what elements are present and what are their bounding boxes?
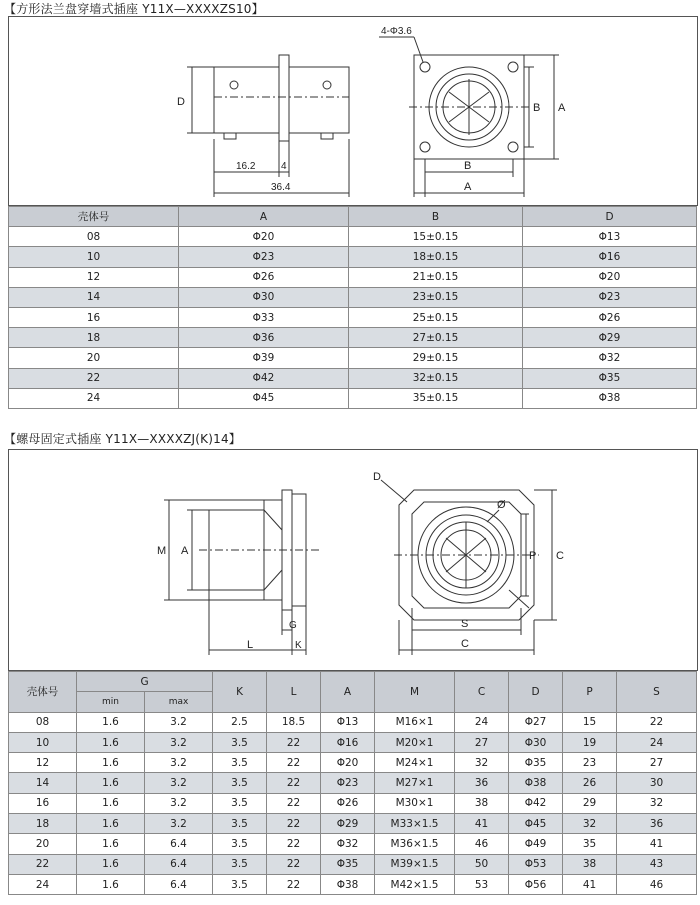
table-row — [9, 732, 697, 752]
table-cell: 12 — [9, 753, 77, 773]
dim-label-P: P — [529, 550, 537, 562]
table-cell: 18.5 — [267, 712, 321, 732]
table-cell: 21±0.15 — [349, 267, 523, 287]
table-cell: 22 — [617, 712, 697, 732]
table-cell: 3.2 — [145, 773, 213, 793]
section2-table — [8, 671, 697, 895]
table-cell: 22 — [267, 773, 321, 793]
table-header: A — [321, 672, 375, 713]
table-row — [9, 854, 697, 874]
dim-label-36-4: 36.4 — [271, 182, 291, 193]
table-cell: Φ32 — [321, 834, 375, 854]
dim-label-A: A — [181, 545, 189, 557]
table-header: L — [267, 672, 321, 713]
table-cell: 22 — [267, 834, 321, 854]
table-cell: 24 — [9, 388, 179, 408]
table-cell: 26 — [563, 773, 617, 793]
table-header: M — [375, 672, 455, 713]
dim-label-M: M — [157, 545, 167, 557]
table-cell: Φ53 — [509, 854, 563, 874]
side-flange — [279, 55, 289, 141]
table-cell: 29±0.15 — [349, 348, 523, 368]
table-cell: 20 — [9, 348, 179, 368]
table-header: K — [213, 672, 267, 713]
table-cell: 1.6 — [77, 834, 145, 854]
table-row — [9, 793, 697, 813]
table-cell: 23±0.15 — [349, 287, 523, 307]
dim-label-B-bottom: B — [464, 160, 472, 172]
table-cell: 3.5 — [213, 732, 267, 752]
dim-label-phi: Ø — [497, 499, 506, 511]
table-row — [9, 267, 697, 287]
table-header-shell: 壳体号 — [9, 672, 77, 713]
table-cell: 27 — [617, 753, 697, 773]
table-cell: 16 — [9, 307, 179, 327]
table-cell: 43 — [617, 854, 697, 874]
table-cell: 19 — [563, 732, 617, 752]
table-cell: Φ38 — [321, 874, 375, 894]
table-cell: 1.6 — [77, 874, 145, 894]
table-cell: 3.5 — [213, 814, 267, 834]
table-cell: Φ35 — [523, 368, 697, 388]
dim-label-B-side: B — [533, 102, 541, 114]
table-cell: Φ30 — [179, 287, 349, 307]
table-cell: M27×1 — [375, 773, 455, 793]
table-row — [9, 834, 697, 854]
table-cell: 22 — [267, 793, 321, 813]
table-cell: Φ26 — [321, 793, 375, 813]
table-row — [9, 307, 697, 327]
table-cell: 6.4 — [145, 874, 213, 894]
table-cell: 10 — [9, 732, 77, 752]
table-cell: Φ42 — [179, 368, 349, 388]
table-cell: 3.5 — [213, 753, 267, 773]
table-cell: M33×1.5 — [375, 814, 455, 834]
table-cell: 35±0.15 — [349, 388, 523, 408]
table-cell: 15 — [563, 712, 617, 732]
dim-label-C-side: C — [556, 550, 564, 562]
nut-socket-drawing — [9, 450, 697, 670]
table-cell: 16 — [9, 793, 77, 813]
table-header: D — [523, 207, 697, 227]
table-cell: Φ33 — [179, 307, 349, 327]
dim-label-D: D — [177, 96, 185, 108]
table-cell: 12 — [9, 267, 179, 287]
table-row — [9, 814, 697, 834]
side-body-left — [214, 67, 279, 133]
table-cell: 41 — [455, 814, 509, 834]
dim-label-C-bottom: C — [461, 638, 469, 650]
table-cell: 2.5 — [213, 712, 267, 732]
table-cell: 35 — [563, 834, 617, 854]
table-cell: 24 — [617, 732, 697, 752]
table-cell: 24 — [9, 874, 77, 894]
dim-label-S: S — [461, 618, 469, 630]
dim-label-L: L — [247, 639, 254, 651]
table-cell: 3.5 — [213, 834, 267, 854]
table-cell: 25±0.15 — [349, 307, 523, 327]
table-cell: Φ20 — [179, 227, 349, 247]
table-cell: 14 — [9, 287, 179, 307]
table-cell: 41 — [617, 834, 697, 854]
table-cell: Φ38 — [523, 388, 697, 408]
table-cell: 1.6 — [77, 712, 145, 732]
table-cell: 1.6 — [77, 814, 145, 834]
table-cell: Φ23 — [179, 247, 349, 267]
table-row — [9, 388, 697, 408]
section2-title: 【螺母固定式插座 Y11X—XXXXZJ(K)14】 — [4, 432, 241, 446]
section2-drawing — [8, 449, 698, 671]
section1-title: 【方形法兰盘穿墙式插座 Y11X—XXXXZS10】 — [4, 2, 264, 16]
table-cell: Φ30 — [509, 732, 563, 752]
table-cell: 32 — [617, 793, 697, 813]
table-cell: Φ36 — [179, 328, 349, 348]
table-cell: 08 — [9, 227, 179, 247]
table-row — [9, 753, 697, 773]
dim-label-K: K — [295, 640, 302, 651]
table-cell: 3.2 — [145, 732, 213, 752]
table-cell: 3.2 — [145, 753, 213, 773]
table-header: A — [179, 207, 349, 227]
dim-label-G: G — [289, 620, 297, 631]
table-cell: 15±0.15 — [349, 227, 523, 247]
dim-label-A-side: A — [558, 102, 566, 114]
table-cell: 27 — [455, 732, 509, 752]
table-cell: M42×1.5 — [375, 874, 455, 894]
table-header: D — [509, 672, 563, 713]
table-cell: 1.6 — [77, 732, 145, 752]
table-cell: Φ29 — [523, 328, 697, 348]
table-row — [9, 287, 697, 307]
table-cell: Φ35 — [321, 854, 375, 874]
dim-label-A-bottom: A — [464, 181, 472, 193]
table-cell: M36×1.5 — [375, 834, 455, 854]
table-cell: 22 — [9, 368, 179, 388]
table-cell: Φ38 — [509, 773, 563, 793]
table-cell: 3.2 — [145, 712, 213, 732]
table-cell: Φ16 — [523, 247, 697, 267]
table-cell: 29 — [563, 793, 617, 813]
table-cell: 41 — [563, 874, 617, 894]
table-cell: 3.5 — [213, 793, 267, 813]
table-cell: Φ23 — [523, 287, 697, 307]
table-row — [9, 348, 697, 368]
table-cell: 22 — [267, 732, 321, 752]
table-row — [9, 712, 697, 732]
table-cell: M24×1 — [375, 753, 455, 773]
table-cell: 23 — [563, 753, 617, 773]
table-cell: Φ20 — [523, 267, 697, 287]
table-cell: 3.5 — [213, 773, 267, 793]
table-cell: 50 — [455, 854, 509, 874]
table-cell: Φ45 — [179, 388, 349, 408]
side-body-right — [289, 67, 349, 133]
table-cell: 30 — [617, 773, 697, 793]
table-cell: 6.4 — [145, 854, 213, 874]
table-cell: Φ13 — [321, 712, 375, 732]
table-cell: 18±0.15 — [349, 247, 523, 267]
table-cell: 32 — [455, 753, 509, 773]
table-cell: 20 — [9, 834, 77, 854]
table-cell: 22 — [267, 854, 321, 874]
table-header: C — [455, 672, 509, 713]
table-cell: 22 — [9, 854, 77, 874]
table-cell: 32±0.15 — [349, 368, 523, 388]
table-cell: 22 — [267, 874, 321, 894]
table-header: B — [349, 207, 523, 227]
table-cell: 14 — [9, 773, 77, 793]
table-cell: 24 — [455, 712, 509, 732]
table-cell: 46 — [617, 874, 697, 894]
table-cell: 27±0.15 — [349, 328, 523, 348]
table-cell: 08 — [9, 712, 77, 732]
table-cell: 53 — [455, 874, 509, 894]
table-cell: 6.4 — [145, 834, 213, 854]
table-cell: Φ23 — [321, 773, 375, 793]
table-cell: Φ35 — [509, 753, 563, 773]
table-cell: 1.6 — [77, 793, 145, 813]
table-cell: 1.6 — [77, 773, 145, 793]
dim-label-16-2: 16.2 — [236, 161, 256, 172]
table-cell: Φ56 — [509, 874, 563, 894]
section1-table — [8, 206, 697, 409]
table-cell: Φ39 — [179, 348, 349, 368]
table-cell: M30×1 — [375, 793, 455, 813]
table-cell: Φ45 — [509, 814, 563, 834]
dim-label-D: D — [373, 471, 381, 483]
table-header: 壳体号 — [9, 207, 179, 227]
table-cell: Φ26 — [523, 307, 697, 327]
table-cell: Φ27 — [509, 712, 563, 732]
table-cell: 32 — [563, 814, 617, 834]
table-cell: 3.5 — [213, 874, 267, 894]
table-cell: 38 — [455, 793, 509, 813]
dim-label-4: 4 — [281, 161, 287, 172]
table-cell: 36 — [617, 814, 697, 834]
table-cell: 22 — [267, 753, 321, 773]
table-cell: Φ26 — [179, 267, 349, 287]
hole-label: 4-Φ3.6 — [381, 26, 412, 37]
table-row — [9, 328, 697, 348]
table-header-min: min — [77, 692, 145, 712]
table-cell: Φ16 — [321, 732, 375, 752]
table-cell: Φ13 — [523, 227, 697, 247]
table-cell: 46 — [455, 834, 509, 854]
table-cell: 3.2 — [145, 793, 213, 813]
table-cell: M39×1.5 — [375, 854, 455, 874]
table-cell: 38 — [563, 854, 617, 874]
table-cell: Φ32 — [523, 348, 697, 368]
table-row — [9, 247, 697, 267]
section1-drawing — [8, 16, 698, 206]
table-header-G: G — [77, 672, 213, 692]
table-header-max: max — [145, 692, 213, 712]
table-row — [9, 874, 697, 894]
table-cell: 22 — [267, 814, 321, 834]
table-row — [9, 227, 697, 247]
table-cell: 1.6 — [77, 854, 145, 874]
table-cell: 18 — [9, 814, 77, 834]
table-cell: 3.2 — [145, 814, 213, 834]
table-cell: Φ42 — [509, 793, 563, 813]
table-cell: Φ49 — [509, 834, 563, 854]
table-header: S — [617, 672, 697, 713]
table-cell: 1.6 — [77, 753, 145, 773]
table-cell: 3.5 — [213, 854, 267, 874]
table-cell: M20×1 — [375, 732, 455, 752]
table-header: P — [563, 672, 617, 713]
table-cell: 18 — [9, 328, 179, 348]
table-cell: Φ29 — [321, 814, 375, 834]
table-cell: 36 — [455, 773, 509, 793]
table-row — [9, 773, 697, 793]
table-cell: M16×1 — [375, 712, 455, 732]
table-cell: 10 — [9, 247, 179, 267]
table-cell: Φ20 — [321, 753, 375, 773]
table-row — [9, 368, 697, 388]
flange-socket-drawing — [9, 17, 697, 205]
